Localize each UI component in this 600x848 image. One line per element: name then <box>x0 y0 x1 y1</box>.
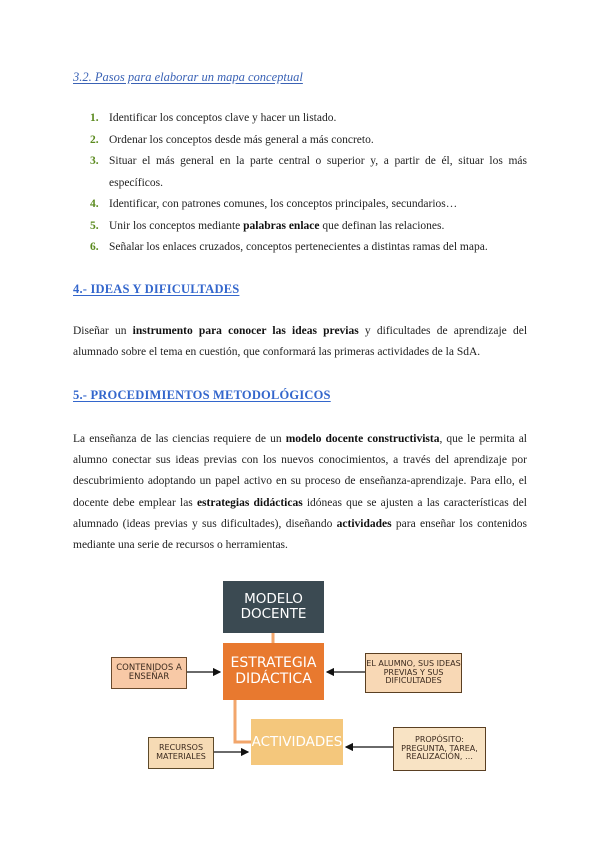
section-heading-4: 4.- IDEAS Y DIFICULTADES <box>73 282 240 296</box>
bold-term: modelo docente constructivista <box>285 433 440 445</box>
box-contenidos: CONTENIDOS A ENSEÑAR <box>111 657 187 689</box>
list-number: 4. <box>90 198 99 210</box>
list-item-text: Situar el más general en la parte central o superior y, a partir de él, situar los más específicos. <box>109 155 527 189</box>
bold-term: palabras enlace <box>243 219 320 232</box>
text-run: La enseñanza de las ciencias requiere de un <box>73 433 286 445</box>
box-recursos: RECURSOS MATERIALES <box>148 737 214 769</box>
box-estrategia-didactica: ESTRATEGIA DIDÁCTICA <box>223 643 324 700</box>
text-run: y dificultades de aprendizaje del alumnado sobre el tema en cuestión, que conformará las primeras actividades de la SdA. <box>73 325 528 359</box>
connector-estrategia-actividades <box>235 700 251 742</box>
steps-list <box>90 108 527 259</box>
bold-term: estrategias didácticas <box>196 496 303 509</box>
list-item-text: Identificar, con patrones comunes, los conceptos principales, secundarios… <box>109 198 458 210</box>
list-number: 2. <box>90 133 99 146</box>
text-run: Diseñar un <box>73 325 133 337</box>
paragraph-procedimientos <box>73 429 527 556</box>
list-number: 5. <box>90 219 99 232</box>
list-item-text: que definan las relaciones. <box>319 219 445 232</box>
list-number: 6. <box>90 241 99 253</box>
box-modelo-docente: MODELO DOCENTE <box>223 581 324 633</box>
paragraph-ideas <box>73 321 527 363</box>
text-run: , que le permita al alumno conectar sus ideas previas con los nuevos conocimientos, a través del aprendizaje por descubrimiento adoptando un papel activo en su proceso de enseñanza-aprendizaje. Para ello, el docente debe emplear las <box>73 433 527 509</box>
box-alumno: EL ALUMNO, SUS IDEAS PREVIAS Y SUS DIFICULTADES <box>365 653 462 693</box>
bold-term: actividades <box>336 517 392 530</box>
text-run: para enseñar los contenidos mediante una serie de recursos o herramientas. <box>73 517 527 552</box>
list-item-text: Ordenar los conceptos desde más general a más concreto. <box>109 133 374 146</box>
list-item-text: Señalar los enlaces cruzados, conceptos pertenecientes a distintas ramas del mapa. <box>109 241 488 253</box>
list-item <box>90 237 527 259</box>
list-item <box>90 108 527 130</box>
box-actividades: ACTIVIDADES <box>251 719 343 765</box>
subsection-heading: 3.2. Pasos para elaborar un mapa conceptual <box>73 70 303 84</box>
concept-diagram <box>105 577 495 777</box>
list-number: 3. <box>90 155 99 167</box>
bold-term: instrumento para conocer las ideas previas <box>132 325 359 337</box>
list-item <box>90 130 527 152</box>
list-item <box>90 151 527 194</box>
list-number: 1. <box>90 112 99 124</box>
list-item <box>90 216 527 238</box>
list-item-text: Unir los conceptos mediante <box>109 219 244 232</box>
box-proposito: PROPÓSITO: PREGUNTA, TAREA, REALIZACIÓN, … <box>393 727 486 771</box>
list-item <box>90 194 527 216</box>
section-heading-5: 5.- PROCEDIMIENTOS METODOLÓGICOS <box>73 388 331 402</box>
text-run: idóneas que se ajusten a las características del alumnado (ideas previas y sus dificultades), diseñando <box>73 496 527 530</box>
list-item-text: Identificar los conceptos clave y hacer un listado. <box>109 112 337 124</box>
